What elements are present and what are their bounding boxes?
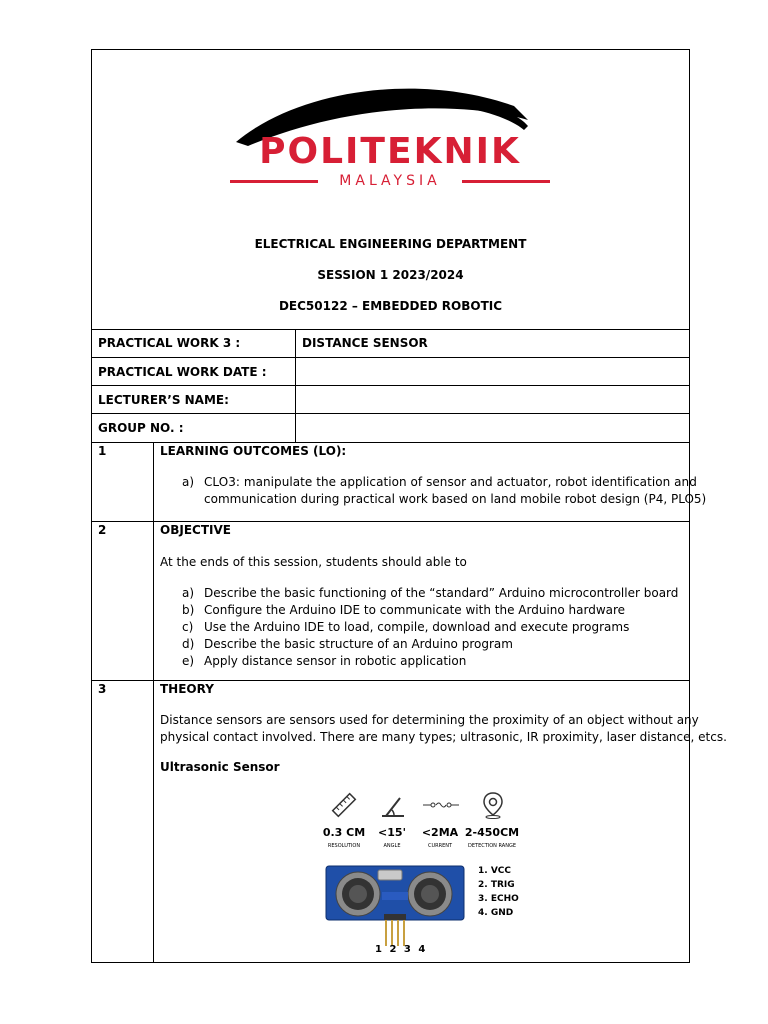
divider xyxy=(91,413,690,414)
theory-paragraph-line-2: physical contact involved. There are many types; ultrasonic, IR proximity, laser distance, etcs. xyxy=(160,730,727,744)
ultrasonic-sensor-heading: Ultrasonic Sensor xyxy=(160,760,280,774)
divider xyxy=(91,357,690,358)
list-marker: b) xyxy=(182,603,195,617)
logo-brand-text: POLITEKNIK xyxy=(259,131,521,172)
session-title: SESSION 1 2023/2024 xyxy=(317,268,464,282)
spec-value-angle: <15' xyxy=(378,826,406,839)
objective-text: Configure the Arduino IDE to communicate with the Arduino hardware xyxy=(204,603,626,617)
objective-item xyxy=(182,636,513,653)
spec-label-range: DETECTION RANGE xyxy=(468,843,516,849)
politeknik-logo xyxy=(228,80,552,192)
divider xyxy=(91,329,690,330)
divider xyxy=(295,329,296,442)
spec-value-range: 2-450CM xyxy=(464,826,520,839)
objective-text: Describe the basic structure of an Arduino program xyxy=(204,637,513,651)
pin-gnd: 4. GND xyxy=(478,908,514,918)
spec-label-angle: ANGLE xyxy=(383,843,401,849)
learning-outcome-line-1: CLO3: manipulate the application of sensor and actuator, robot identification and xyxy=(204,475,697,489)
objective-text: Describe the basic functioning of the “standard” Arduino microcontroller board xyxy=(204,586,679,600)
pin-echo: 3. ECHO xyxy=(478,894,519,904)
objective-item xyxy=(182,602,625,619)
course-title: DEC50122 – EMBEDDED ROBOTIC xyxy=(278,299,503,313)
logo-underline-left xyxy=(230,180,318,183)
divider xyxy=(91,385,690,386)
spec-value-current: <2MA xyxy=(421,826,459,839)
practical-work-date-label: PRACTICAL WORK DATE : xyxy=(98,365,267,379)
section-2-number: 2 xyxy=(98,523,107,537)
section-2-title: OBJECTIVE xyxy=(160,523,231,537)
ruler-icon xyxy=(330,792,358,818)
lecturer-name-label: LECTURER’S NAME: xyxy=(98,393,229,407)
list-marker: c) xyxy=(182,620,194,634)
objective-item xyxy=(182,585,678,602)
pin-vcc: 1. VCC xyxy=(478,866,511,876)
spec-label-resolution: RESOLUTION xyxy=(327,843,361,849)
pin-numbers: 1 2 3 4 xyxy=(375,944,428,955)
list-marker: e) xyxy=(182,654,195,668)
angle-icon xyxy=(380,794,406,818)
objective-item xyxy=(182,653,466,670)
objective-intro: At the ends of this session, students should able to xyxy=(160,555,467,569)
theory-paragraph-line-1: Distance sensors are sensors used for determining the proximity of an object without any xyxy=(160,713,699,727)
pin-trig: 2. TRIG xyxy=(478,880,515,890)
list-marker: a) xyxy=(182,475,195,489)
logo-country-text: MALAYSIA xyxy=(339,173,441,189)
practical-work-label: PRACTICAL WORK 3 : xyxy=(98,336,241,350)
logo-underline-right xyxy=(462,180,550,183)
department-title: ELECTRICAL ENGINEERING DEPARTMENT xyxy=(254,237,527,251)
learning-outcome-item xyxy=(182,474,697,491)
objective-text: Use the Arduino IDE to load, compile, download and execute programs xyxy=(204,620,630,634)
section-3-title: THEORY xyxy=(160,682,214,696)
section-1-number: 1 xyxy=(98,444,107,458)
spec-label-current: CURRENT xyxy=(427,843,453,849)
section-3-number: 3 xyxy=(98,682,107,696)
current-icon xyxy=(423,798,459,812)
objective-item xyxy=(182,619,629,636)
ultrasonic-sensor-figure xyxy=(320,790,530,960)
list-marker: d) xyxy=(182,637,195,651)
list-marker: a) xyxy=(182,586,195,600)
objective-text: Apply distance sensor in robotic application xyxy=(204,654,467,668)
location-pin-icon xyxy=(482,791,504,819)
section-1-title: LEARNING OUTCOMES (LO): xyxy=(160,444,347,458)
learning-outcome-line-2: communication during practical work based on land mobile robot design (P4, PLO5) xyxy=(204,492,707,506)
group-no-label: GROUP NO. : xyxy=(98,421,184,435)
practical-work-value: DISTANCE SENSOR xyxy=(302,336,428,350)
spec-value-resolution: 0.3 CM xyxy=(322,826,366,839)
pin-list xyxy=(478,864,519,920)
